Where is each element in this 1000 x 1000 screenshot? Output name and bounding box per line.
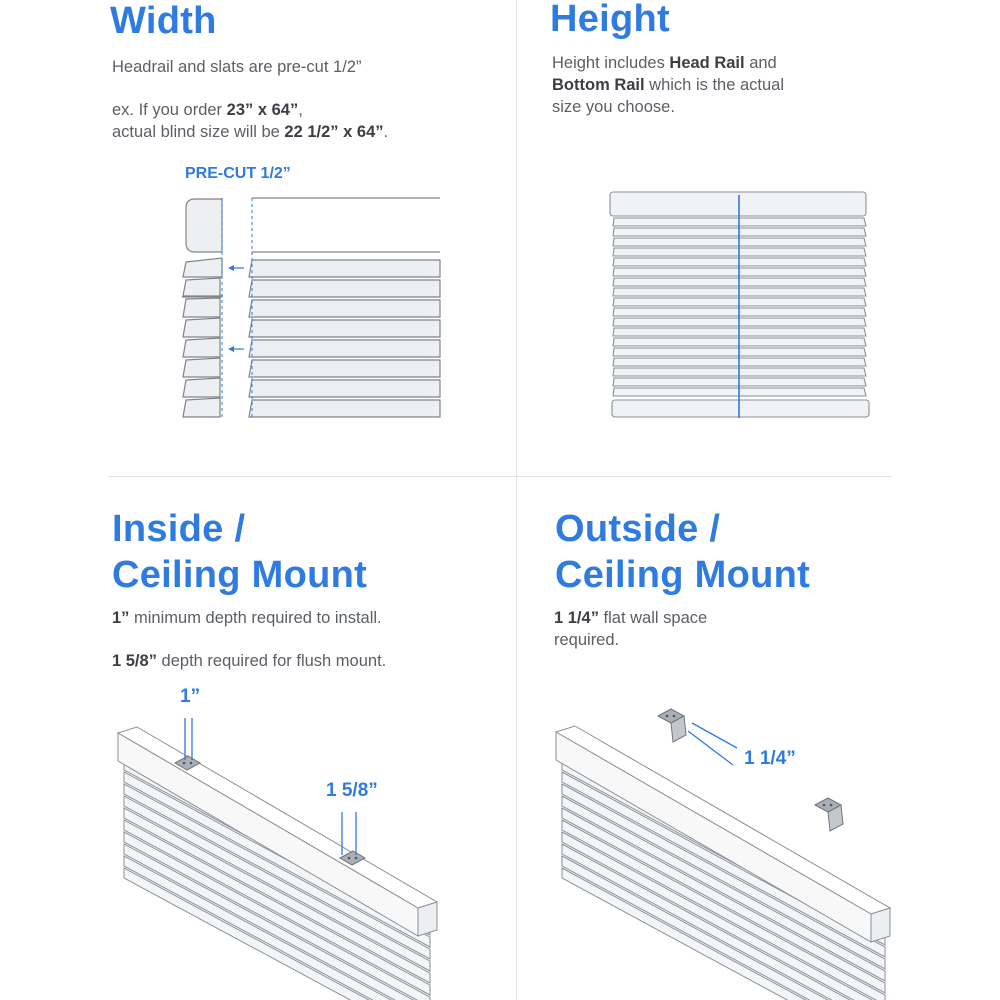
bottom-rail-term: Bottom Rail — [552, 76, 645, 94]
outside-space-line-1: 1 1/4” flat wall space — [554, 609, 708, 627]
inside-callout-1-5-8in: 1 5/8” — [326, 780, 378, 801]
height-title: Height — [550, 0, 671, 40]
width-title: Width — [110, 0, 217, 42]
inside-mount-title-2: Ceiling Mount — [112, 554, 368, 596]
precut-label: PRE-CUT 1/2” — [185, 165, 291, 182]
outside-space-line-2: required. — [554, 631, 620, 649]
actual-size: 22 1/2” x 64” — [284, 123, 384, 141]
height-line-2: Bottom Rail which is the actual — [552, 76, 784, 94]
width-example-line: ex. If you order 23” x 64”, — [112, 101, 303, 119]
width-actual-line: actual blind size will be 22 1/2” x 64”. — [112, 123, 389, 141]
height-line-1: Height includes Head Rail and — [552, 54, 777, 72]
outside-callout-1-1-4in: 1 1/4” — [744, 748, 796, 769]
outside-mount-title-1: Outside / — [555, 508, 721, 550]
order-size: 23” x 64” — [226, 101, 299, 119]
inside-min-depth-text: 1” minimum depth required to install. — [112, 609, 382, 627]
outside-mount-title-2: Ceiling Mount — [555, 554, 811, 596]
height-line-3: size you choose. — [552, 98, 675, 116]
inside-callout-1in: 1” — [180, 686, 201, 707]
inside-flush-depth-text: 1 5/8” depth required for flush mount. — [112, 652, 387, 670]
inside-mount-title-1: Inside / — [112, 508, 246, 550]
head-rail-term: Head Rail — [669, 54, 745, 72]
width-precut-text: Headrail and slats are pre-cut 1/2” — [112, 58, 362, 76]
